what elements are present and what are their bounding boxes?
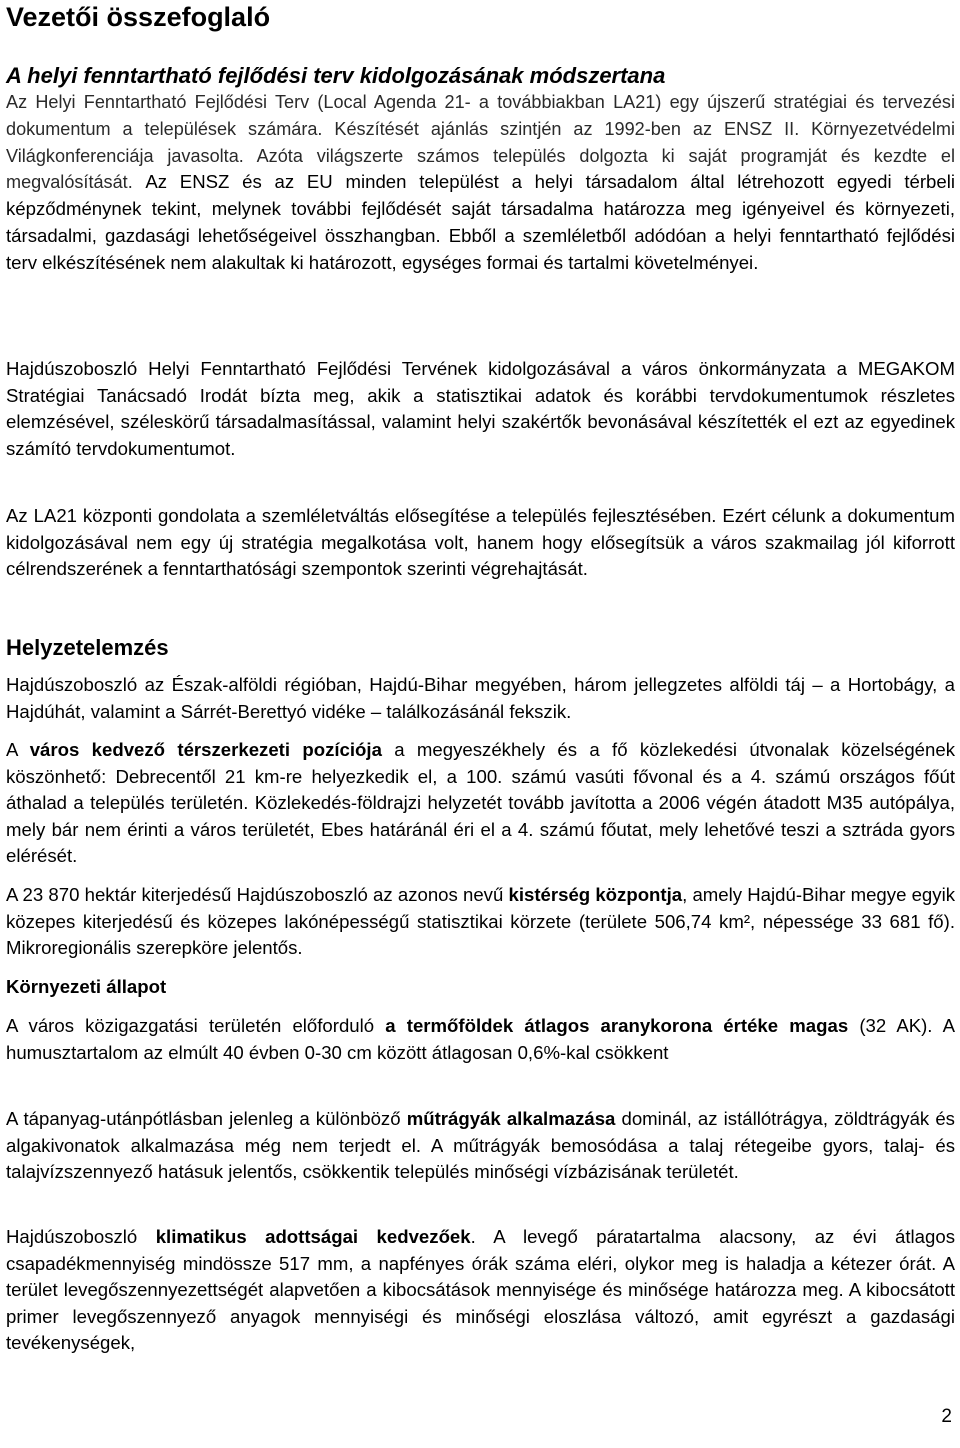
methodology-paragraph-1-continued: Az ENSZ és az EU minden települést a helyi társadalom által létrehozott egyedi térbeli képződménynek tekint, melynek további fejlődését saját társadalma határozza meg igényeivel és környezeti, társadalmi, gazdasági lehetőségeivel összhangban. Ebből a szemléletből adódóan a helyi fenntartható fejlődési terv elkészítésének nem alakultak ki határozott, egységes formai és tartalmi követelményei. [6, 171, 956, 273]
environment-paragraph-3: Hajdúszoboszló klimatikus adottságai kedvezőek. A levegő páratartalma alacsony, az évi átlagos csapadékmennyiség mindössze 517 mm, a napfényes órák száma eléri, olykor meg is haladja a kétezer órát. A terület levegőszennyezettségét alapvetően a kibocsátások mennyisége és minősége határozza meg. A kibocsátott primer levegőszennyező anyagok mennyiségi és minőségi eloszlása változó, amit egyrészt a gazdasági tevékenységek, [6, 1226, 955, 1354]
situation-paragraph-2: A város kedvező térszerkezeti pozíciója a megyeszékhely és a fő közlekedési útvonalak közelségének köszönhető: Debrecentől 21 km-re helyezkedik el, a 100. számú vasúti fővonal és a 4. számú országos főút áthalad a település területén. Közlekedés-földrajzi helyzetét tovább javította a 2006 végén átadott M35 autópálya, mely bár nem érinti a város területét, Ebes határánál éri el a 4. számú főutat, mely lehetővé teszi a sztráda gyors elérését. [6, 739, 956, 867]
section-heading-methodology: A helyi fenntartható fejlődési terv kidolgozásának módszertana [6, 63, 666, 88]
page-title: Vezetői összefoglaló [6, 2, 271, 32]
environment-paragraph-2: A tápanyag-utánpótlásban jelenleg a különböző műtrágyák alkalmazása dominál, az istállótrágya, zöldtrágyák és algakivonatok alkalmazása még nem terjedt el. A műtrágyák bemosódása a talaj rétegeibe gyors, talaj- és talajvízszennyező hatásuk jelentős, csökkentik település minőségi vízbázisának területét. [6, 1108, 955, 1183]
methodology-paragraph-1-intro: Az Helyi Fenntartható Fejlődési Terv (Local Agenda 21- a továbbiakban LA21) egy újszerű stratégiai és tervezési dokumentum a települések számára. Készítését ajánlás szintjén az 1992-ben az ENSZ II. Környezetvédelmi Világkonferenciája javasolta. Azóta világszerte számos település dolgozta ki saját programját és kezdte el megvalósítását. [6, 92, 955, 193]
environment-paragraph-3-emphasis: klimatikus adottságai kedvezőek [155, 1226, 471, 1247]
environment-paragraph-1: A város közigazgatási területén előforduló a termőföldek átlagos aranykorona értéke magas (32 AK). A humusztartalom az elmúlt 40 évben 0-30 cm között átlagosan 0,6%-kal csökkent [6, 1015, 955, 1063]
environment-paragraph-1-emphasis: a termőföldek átlagos aranykorona értéke magas [385, 1015, 849, 1036]
environment-paragraph-2-emphasis: műtrágyák alkalmazása [406, 1108, 616, 1129]
section-heading-situation-analysis: Helyzetelemzés [6, 635, 169, 660]
page-number: 2 [941, 1406, 952, 1427]
situation-paragraph-2-emphasis: város kedvező térszerkezeti pozíciója [29, 739, 382, 760]
situation-paragraph-1: Hajdúszoboszló az Észak-alföldi régióban, Hajdú-Bihar megyében, három jellegzetes alföldi táj – a Hortobágy, a Hajdúhát, valamint a Sárrét-Berettyó vidéke – találkozásánál fekszik. [6, 674, 955, 722]
methodology-paragraph-3: Az LA21 központi gondolata a szemléletváltás elősegítése a település fejlesztésében. Ezért célunk a dokumentum kidolgozásával nem egy új stratégia megalkotása volt, hanem hogy elősegítsük a város szakmailag jól kiforrott célrendszerének a fenntarthatósági szempontok szerinti végrehajtását. [6, 505, 955, 580]
situation-paragraph-3-emphasis: kistérség központja [508, 884, 683, 905]
methodology-paragraph-1 [6, 89, 955, 277]
situation-paragraph-3: A 23 870 hektár kiterjedésű Hajdúszoboszló az azonos nevű kistérség központja, amely Hajdú-Bihar megye egyik közepes kiterjedésű és közepes lakónépességű statisztikai körzete (területe 506,74 km², népessége 33 681 fő). Mikroregionális szerepköre jelentős. [6, 884, 955, 959]
section-heading-environment: Környezeti állapot [6, 976, 167, 997]
methodology-paragraph-2: Hajdúszoboszló Helyi Fenntartható Fejlődési Tervének kidolgozásával a város önkormányzata a MEGAKOM Stratégiai Tanácsadó Irodát bízta meg, akik a statisztikai adatok és korábbi tervdokumentumok részletes elemzésével, széleskörű társadalmasítással, valamint helyi szakértők bevonásával készítették el ezt az egyedinek számító tervdokumentumot. [6, 358, 955, 459]
